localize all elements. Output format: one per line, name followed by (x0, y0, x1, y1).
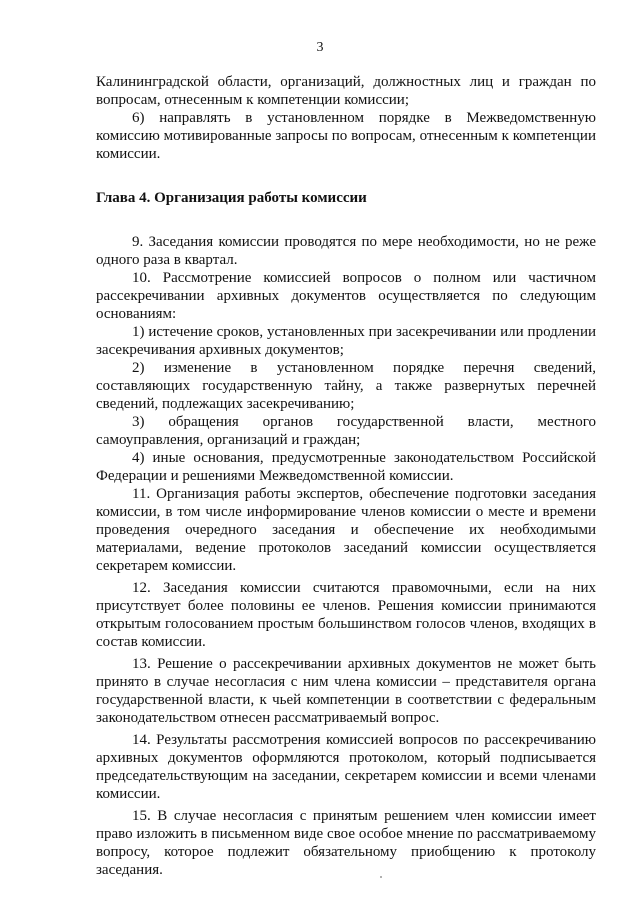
paragraph-9: 9. Заседания комиссии проводятся по мере необходимости, но не реже одного раза в квартал. (96, 234, 596, 268)
paragraph-11: 11. Организация работы экспертов, обеспечение подготовки заседания комиссии, в том числе информирование членов комиссии о месте и времени проведения очередного заседания и обеспечение их необходимыми материалами, ведение протоколов заседаний комиссии осуществляется секретарем комиссии. (96, 486, 596, 574)
paragraph-item-6: 6) направлять в установленном порядке в Межведомственную комиссию мотивированные запросы по вопросам, отнесенным к компетенции комиссии. (96, 110, 596, 162)
paragraph-13: 13. Решение о рассекречивании архивных документов не может быть принято в случае несогласия с ним члена комиссии – представителя органа государственной власти, к чьей компетенции в соответствии с федеральным законодательством отнесен рассматриваемый вопрос. (96, 656, 596, 726)
paragraph-10-item-1: 1) истечение сроков, установленных при засекречивании или продлении засекречивания архивных документов; (96, 324, 596, 358)
paragraph-10-item-2: 2) изменение в установленном порядке перечня сведений, составляющих государственную тайну, а также развернутых перечней сведений, подлежащих засекречиванию; (96, 360, 596, 412)
paragraph-12: 12. Заседания комиссии считаются правомочными, если на них присутствует более половины ее членов. Решения комиссии принимаются открытым голосованием простым большинством голосов членов, входящих в состав комиссии. (96, 580, 596, 650)
paragraph-10: 10. Рассмотрение комиссией вопросов о полном или частичном рассекречивании архивных документов осуществляется по следующим основаниям: (96, 270, 596, 322)
paragraph-10-item-4: 4) иные основания, предусмотренные законодательством Российской Федерации и решениями Межведомственной комиссии. (96, 450, 596, 484)
document-body (96, 73, 596, 879)
scan-artifact (380, 876, 382, 878)
paragraph-continuation: Калининградской области, организаций, должностных лиц и граждан по вопросам, отнесенным к компетенции комиссии; (96, 74, 596, 108)
page-number: 3 (316, 40, 324, 55)
chapter-heading: Глава 4. Организация работы комиссии (96, 190, 367, 206)
paragraph-15: 15. В случае несогласия с принятым решением член комиссии имеет право изложить в письменном виде свое особое мнение по рассматриваемому вопросу, которое подлежит обязательному приобщению к протоколу заседания. (96, 808, 596, 878)
paragraph-10-item-3: 3) обращения органов государственной власти, местного самоуправления, организаций и граждан; (96, 414, 596, 448)
paragraph-14: 14. Результаты рассмотрения комиссией вопросов по рассекречиванию архивных документов оформляются протоколом, который подписывается председательствующим на заседании, секретарем комиссии и всеми членами комиссии. (96, 732, 596, 802)
